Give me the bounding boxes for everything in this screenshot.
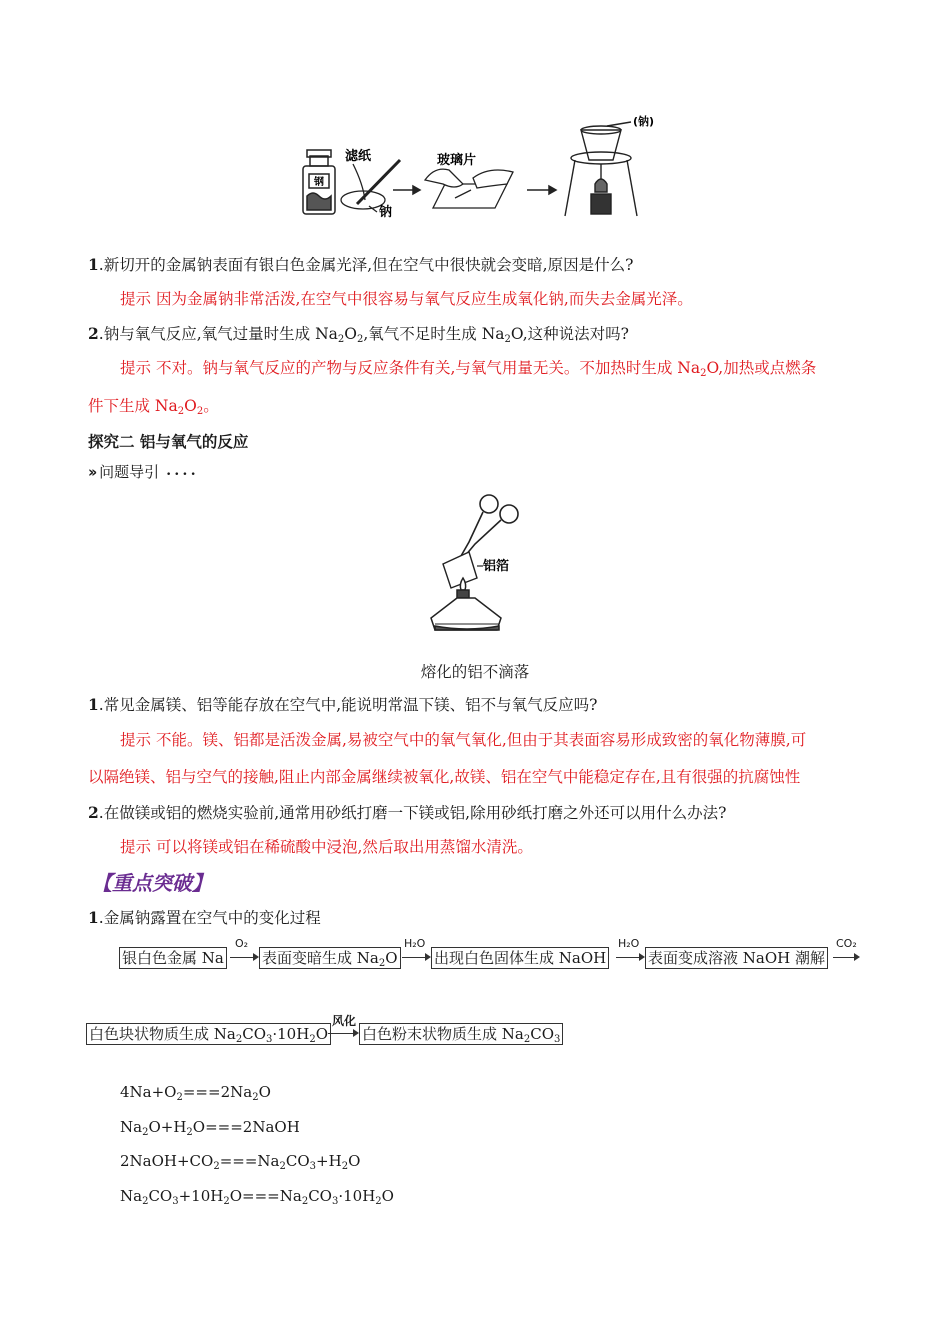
subscript: 2	[213, 1161, 220, 1172]
arrow-label-co2: CO₂	[836, 937, 857, 950]
filter-paper-label: 滤纸	[345, 149, 372, 164]
eq-text: O	[258, 1083, 271, 1101]
subscript: 2	[196, 406, 204, 417]
flow-box-4: 表面变成溶液 NaOH 潮解	[645, 947, 828, 969]
subscript: 3	[309, 1161, 317, 1172]
subscript: 2	[504, 334, 511, 345]
subscript: 2	[356, 334, 364, 345]
subscript: 2	[700, 368, 707, 379]
box-text: O	[385, 949, 398, 967]
foil-label: 铝箔	[483, 559, 510, 574]
subscript: 2	[378, 958, 386, 969]
question-number: 2	[88, 803, 99, 822]
equation-2	[120, 1118, 300, 1138]
hint-text: 可以将镁或铝在稀硫酸中浸泡,然后取出用蒸馏水清洗。	[151, 838, 533, 856]
question-number: 2	[88, 324, 99, 343]
box-text: 白色块状物质生成 Na	[89, 1025, 236, 1043]
question-1	[88, 253, 633, 275]
eq-text: O===2NaOH	[192, 1118, 300, 1136]
box-text: ·10H	[272, 1025, 310, 1043]
hint-prefix: 提示	[120, 838, 152, 856]
subscript: 2	[309, 1034, 316, 1045]
arrow-head-icon	[854, 953, 860, 961]
eq-text: O	[381, 1187, 394, 1205]
box-text: O	[315, 1025, 328, 1043]
figure-caption: 熔化的铝不滴落	[420, 663, 530, 681]
arrow-label-h2o: H₂O	[404, 937, 426, 950]
question-3	[88, 693, 597, 715]
sodium-label: 钠	[379, 205, 393, 220]
arrow-label-weathering: 风化	[332, 1014, 357, 1028]
subscript: 2	[301, 1196, 309, 1207]
point-text: .金属钠露置在空气中的变化过程	[98, 909, 321, 927]
subscript: 2	[142, 1196, 149, 1207]
glass-label: 玻璃片	[437, 153, 477, 168]
hint-3-line-1	[120, 728, 806, 750]
hint-text: 。	[203, 397, 219, 415]
box-text: 表面变暗生成 Na	[262, 949, 379, 967]
eq-text: O+H	[148, 1118, 187, 1136]
equation-1	[120, 1083, 271, 1103]
subscript: 2	[279, 1161, 286, 1172]
flow-arrow	[833, 957, 855, 958]
eq-text: O	[348, 1152, 361, 1170]
process-arrow	[393, 186, 420, 194]
flow-box-3: 出现白色固体生成 NaOH	[431, 947, 609, 969]
hint-2-line-2	[88, 394, 868, 417]
question-4	[88, 801, 726, 823]
hint-text: O,加热或点燃条	[706, 359, 817, 377]
subscript: 3	[266, 1034, 273, 1045]
question-text: .常见金属镁、铝等能存放在空气中,能说明常温下镁、铝不与氧气反应吗?	[98, 696, 598, 714]
box-text: CO	[242, 1025, 266, 1043]
eq-text: 4Na+O	[120, 1083, 177, 1101]
eq-text: +H	[316, 1152, 342, 1170]
question-text: .钠与氧气反应,氧气过量时生成 Na	[98, 325, 338, 343]
tripod-burner-drawing	[565, 122, 637, 216]
subscript: 2	[223, 1196, 230, 1207]
aluminum-foil-drawing	[443, 552, 477, 588]
subscript: 2	[177, 406, 185, 417]
question-number: 1	[88, 695, 99, 714]
eq-text: ===2Na	[182, 1083, 253, 1101]
key-point-1	[88, 906, 321, 928]
equation-3	[120, 1152, 360, 1172]
flow-box-5	[86, 1023, 331, 1045]
crucible-tongs-drawing	[461, 495, 518, 558]
subscript: 3	[331, 1196, 339, 1207]
subscript: 2	[142, 1127, 149, 1138]
question-guide	[88, 461, 196, 482]
hint-1	[120, 287, 693, 309]
section-title: 探究二 铝与氧气的反应	[88, 433, 249, 451]
guide-label: 问题导引	[99, 463, 160, 481]
hint-text: 不能。镁、铝都是活泼金属,易被空气中的氧气氧化,但由于其表面容易形成致密的氧化物薄膜,可	[151, 731, 807, 749]
subscript: 2	[375, 1196, 382, 1207]
question-text: O	[344, 325, 357, 343]
subscript: 2	[341, 1161, 349, 1172]
hint-prefix: 提示	[120, 290, 152, 308]
box-text: 白色粉末状物质生成 Na	[362, 1025, 524, 1043]
arrow-label-o2: O₂	[235, 937, 249, 950]
eq-text: ·10H	[338, 1187, 376, 1205]
flow-box-6	[359, 1023, 563, 1045]
hint-prefix: 提示	[120, 731, 152, 749]
hint-text: O	[184, 397, 197, 415]
subscript: 2	[176, 1092, 183, 1103]
question-text: .在做镁或铝的燃烧实验前,通常用砂纸打磨一下镁或铝,除用砂纸打磨之外还可以用什么办法?	[98, 804, 727, 822]
hint-text: 不对。钠与氧气反应的产物与反应条件有关,与氧气用量无关。不加热时生成 Na	[151, 359, 701, 377]
hint-text: 件下生成 Na	[88, 397, 178, 415]
flow-box-2	[259, 947, 401, 969]
subscript: 2	[235, 1034, 243, 1045]
aluminum-foil-figure	[425, 490, 545, 640]
question-2	[88, 322, 629, 345]
hint-text: 因为金属钠非常活泼,在空气中很容易与氧气反应生成氧化钠,而失去金属光泽。	[151, 290, 693, 308]
eq-text: ===Na	[219, 1152, 280, 1170]
subscript: 2	[523, 1034, 531, 1045]
question-text: O,这种说法对吗?	[510, 325, 629, 343]
subscript: 2	[186, 1127, 193, 1138]
flow-arrow	[328, 1033, 356, 1034]
eq-text: Na	[120, 1187, 143, 1205]
equation-4	[120, 1187, 394, 1207]
dots: • • • •	[165, 470, 196, 480]
hint-3-line-2: 以隔绝镁、铝与空气的接触,阻止内部金属继续被氧化,故镁、铝在空气中能稳定存在,且有很强的抗腐蚀性	[88, 768, 801, 786]
subscript: 2	[337, 334, 345, 345]
eq-text: O===Na	[229, 1187, 302, 1205]
flow-box-1: 银白色金属 Na	[119, 947, 227, 969]
subscript: 3	[172, 1196, 179, 1207]
subscript: 3	[554, 1034, 561, 1045]
hint-prefix: 提示	[120, 359, 152, 377]
eq-text: Na	[120, 1118, 143, 1136]
hint-4	[120, 835, 533, 857]
question-number: 1	[88, 255, 99, 274]
glass-plate-drawing	[425, 169, 513, 208]
bottle-label: 钢	[314, 177, 324, 188]
process-arrow	[527, 186, 556, 194]
hint-2-line-1	[120, 356, 816, 379]
eq-text: 2NaOH+CO	[120, 1152, 214, 1170]
question-text: .新切开的金属钠表面有银白色金属光泽,但在空气中很快就会变暗,原因是什么?	[98, 256, 634, 274]
eq-text: +10H	[178, 1187, 224, 1205]
subscript: 2	[252, 1092, 259, 1103]
eq-text: CO	[285, 1152, 310, 1170]
key-points-title: 【重点突破】	[92, 871, 212, 895]
eq-text: CO	[308, 1187, 332, 1205]
question-text: ,氧气不足时生成 Na	[363, 325, 505, 343]
point-number: 1	[88, 908, 99, 927]
sodium-paren-label: (钠)	[633, 115, 655, 128]
eq-text: CO	[148, 1187, 173, 1205]
box-text: CO	[530, 1025, 554, 1043]
double-chevron-icon: ››	[88, 463, 95, 481]
arrow-label-h2o: H₂O	[618, 937, 640, 950]
alcohol-lamp-drawing	[431, 578, 501, 630]
sodium-experiment-figure	[295, 108, 665, 223]
